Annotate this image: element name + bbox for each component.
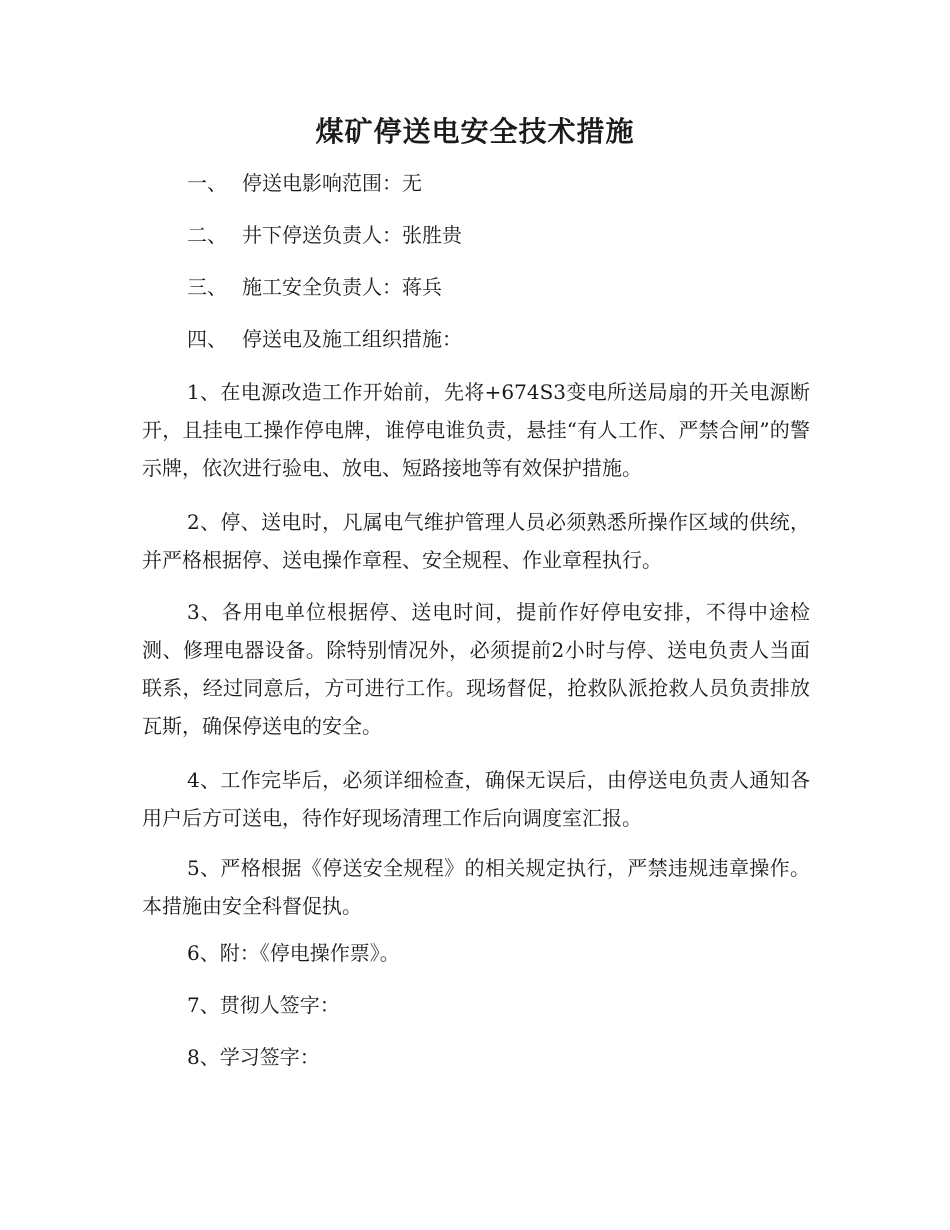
section-scope — [187, 170, 422, 196]
section-text: 停送电影响范围：无 — [242, 171, 422, 195]
section-text: 井下停送负责人：张胜贵 — [242, 223, 462, 247]
attachment-line: 6、附：《停电操作票》。 — [187, 941, 400, 965]
section-number: 二、 — [187, 223, 227, 247]
paragraph-5: 5、严格根据《停送安全规程》的相关规定执行，严禁违规违章操作。本措施由安全科督促执。 — [142, 856, 810, 918]
section-number: 四、 — [187, 327, 227, 351]
paragraph-3: 3、各用电单位根据停、送电时间，提前作好停电安排，不得中途检测、修理电器设备。除特别情况外，必须提前2小时与停、送电负责人当面联系，经过同意后，方可进行工作。现场督促，抢救队派抢救人员负责排放瓦斯，确保停送电的安全。 — [142, 600, 810, 738]
section-organization-measures — [187, 326, 462, 352]
section-text: 停送电及施工组织措施： — [242, 327, 462, 351]
section-underground-responsible — [187, 222, 462, 248]
paragraph-1: 1、在电源改造工作开始前，先将+674S3变电所送局扇的开关电源断开，且挂电工操作停电牌，谁停电谁负责，悬挂“有人工作、严禁合闸”的警示牌，依次进行验电、放电、短路接地等有效保护措施。 — [142, 380, 810, 480]
section-number: 三、 — [187, 275, 227, 299]
section-text: 施工安全负责人：蒋兵 — [242, 275, 442, 299]
paragraph-4: 4、工作完毕后，必须详细检查，确保无误后，由停送电负责人通知各用户后方可送电，待作好现场清理工作后向调度室汇报。 — [142, 768, 810, 830]
document-title: 煤矿停送电安全技术措施 — [315, 115, 635, 148]
section-safety-responsible — [187, 274, 442, 300]
study-signature-line: 8、学习签字： — [187, 1045, 320, 1069]
implementer-signature-line: 7、贯彻人签字： — [187, 993, 340, 1017]
section-number: 一、 — [187, 171, 227, 195]
paragraph-2: 2、停、送电时，凡属电气维护管理人员必须熟悉所操作区域的供统，并严格根据停、送电操作章程、安全规程、作业章程执行。 — [142, 510, 810, 572]
